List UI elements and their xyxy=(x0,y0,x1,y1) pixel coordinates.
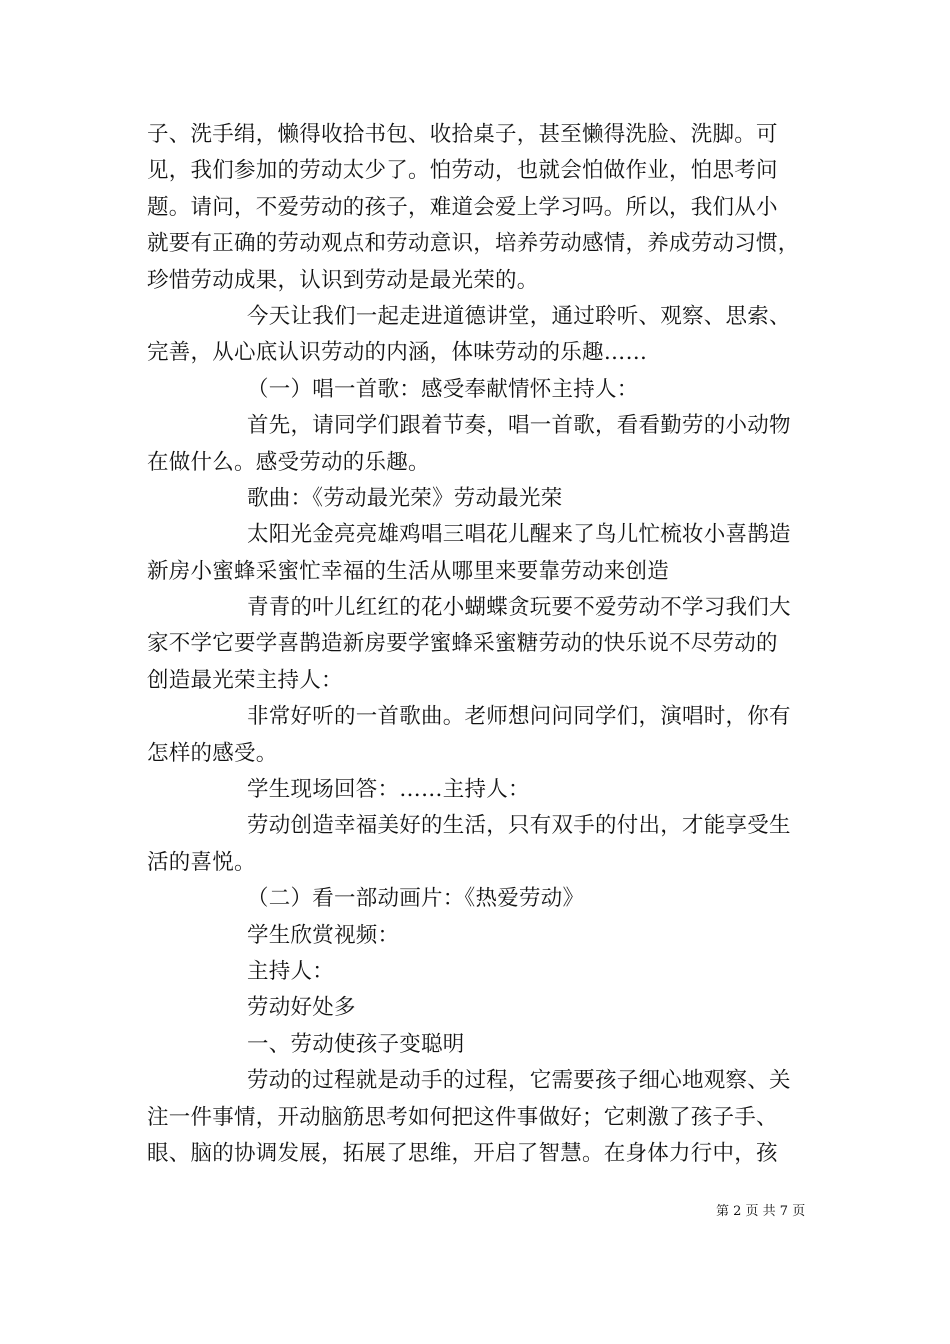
lyric-line: 青青的叶儿红红的花小蝴蝶贪玩要不爱劳动不学习我们大 xyxy=(247,595,791,621)
text-line: 见，我们参加的劳动太少了。怕劳动，也就会怕做作业，怕思考问 xyxy=(147,158,778,184)
subheading: 劳动好处多 xyxy=(247,995,356,1021)
text-line: 在做什么。感受劳动的乐趣。 xyxy=(147,449,430,475)
section-heading: （二）看一部动画片：《热爱劳动》 xyxy=(247,886,585,912)
document-body xyxy=(147,117,810,1172)
text-line: 劳动创造幸福美好的生活，只有双手的付出，才能享受生 xyxy=(247,813,791,839)
text-line: 珍惜劳动成果，认识到劳动是最光荣的。 xyxy=(147,267,539,293)
text-line: 非常好听的一首歌曲。老师想问问同学们，演唱时，你有 xyxy=(247,704,791,730)
lyric-line: 家不学它要学喜鹊造新房要学蜜蜂采蜜糖劳动的快乐说不尽劳动的 xyxy=(147,631,778,657)
text-line: 今天让我们一起走进道德讲堂，通过聆听、观察、思索、 xyxy=(247,303,791,329)
text-line: 子、洗手绢，懒得收拾书包、收拾桌子，甚至懒得洗脸、洗脚。可 xyxy=(147,122,778,147)
text-line: 主持人： xyxy=(247,958,335,984)
section-heading: （一）唱一首歌：感受奉献情怀主持人： xyxy=(247,376,639,402)
text-line: 学生现场回答：……主持人： xyxy=(247,777,530,803)
subheading: 一、劳动使孩子变聪明 xyxy=(247,1031,465,1057)
text-line: 活的喜悦。 xyxy=(147,849,256,875)
text-line: 劳动的过程就是动手的过程，它需要孩子细心地观察、关 xyxy=(247,1068,791,1094)
song-title-line: 歌曲：《劳动最光荣》劳动最光荣 xyxy=(247,485,563,511)
text-line: 首先，请同学们跟着节奏，唱一首歌，看看勤劳的小动物 xyxy=(247,413,791,439)
lyric-line: 太阳光金亮亮雄鸡唱三唱花儿醒来了鸟儿忙梳妆小喜鹊造 xyxy=(247,522,791,548)
text-line: 题。请问，不爱劳动的孩子，难道会爱上学习吗。所以，我们从小 xyxy=(147,194,778,220)
page-number-footer: 第 2 页 共 7 页 xyxy=(716,1204,806,1219)
text-line: 学生欣赏视频： xyxy=(247,922,400,948)
lyric-line: 创造最光荣主持人： xyxy=(147,667,343,693)
text-line: 就要有正确的劳动观点和劳动意识，培养劳动感情，养成劳动习惯， xyxy=(147,231,800,257)
lyric-line: 新房小蜜蜂采蜜忙幸福的生活从哪里来要靠劳动来创造 xyxy=(147,558,670,584)
text-line: 注一件事情，开动脑筋思考如何把这件事做好；它刺激了孩子手、 xyxy=(147,1104,778,1130)
text-line: 怎样的感受。 xyxy=(147,740,278,766)
text-line: 眼、脑的协调发展，拓展了思维，开启了智慧。在身体力行中，孩 xyxy=(147,1140,778,1166)
text-line: 完善，从心底认识劳动的内涵，体味劳动的乐趣…… xyxy=(147,340,648,366)
